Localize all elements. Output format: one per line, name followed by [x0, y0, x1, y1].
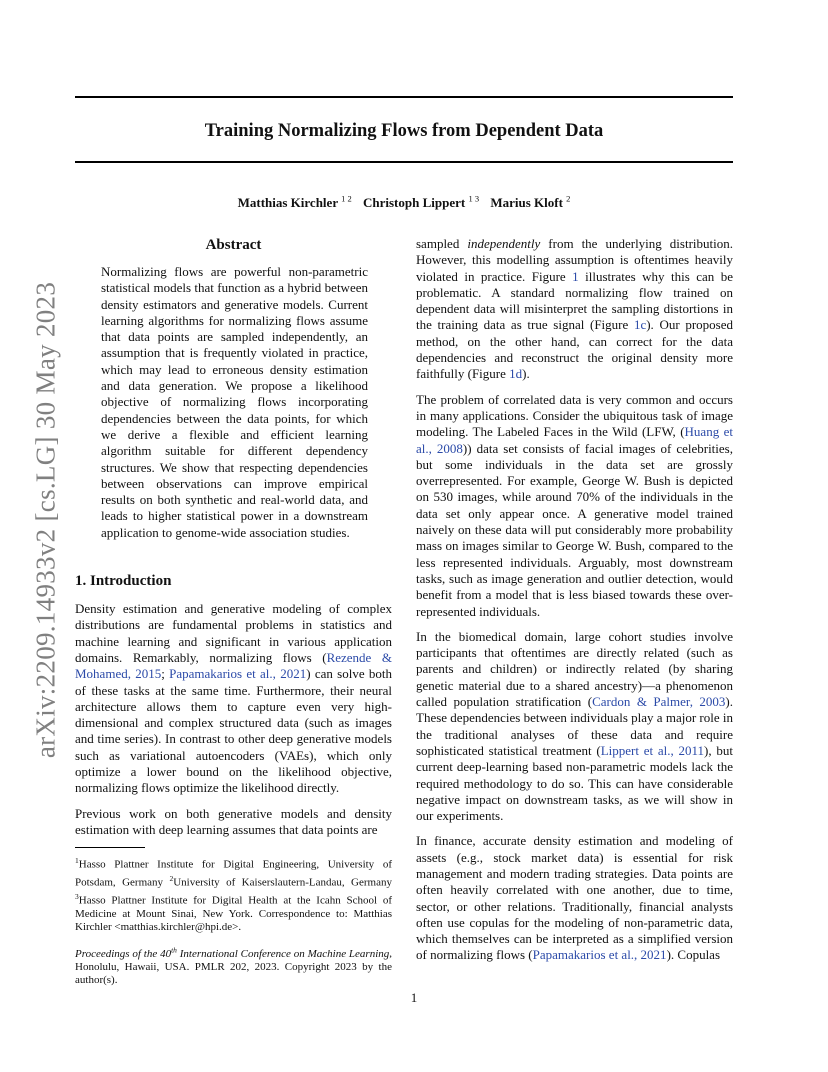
- paragraph: In the biomedical domain, large cohort studies involve participants that oftentimes are directly related (such as parents and children) or indirectly related (by sharing genetic material due to a shared ancestry)—a phenomenon called population stratification (Cardon & Palmer, 2003). These dependencies between individuals play a major role in the traditional analyses of these data and require sophisticated statistical treatment (Lippert et al., 2011), but current deep-learning based non-parametric models lack the required methodology to do so. This can have considerable negative impact on downstream tasks, as we will show in our experiments.: [416, 628, 734, 824]
- citation-link[interactable]: Papamakarios et al., 2021: [532, 947, 667, 963]
- citation-link[interactable]: Huang et al., 2008: [416, 424, 733, 456]
- author-affiliation-marker: 2: [566, 194, 571, 204]
- paragraph: Density estimation and generative modeling of complex distributions are fundamental problems in statistics and machine learning and significant in various application domains. Remarkably, normalizing flows (Rezende & Mohamed, 2015; Papamakarios et al., 2021) can solve both of these tasks at the same time. Furthermore, their neural architecture allows them to capture even very high-dimensional and complex structured data (such as images and time series). In contrast to other deep generative models such as variational autoencoders (VAEs), which only optimize a lower bound on the likelihood objective, normalizing flows optimize the likelihood directly.: [75, 601, 392, 796]
- citation-link[interactable]: Cardon & Palmer, 2003: [592, 694, 726, 710]
- author-affiliation-marker: 1 3: [468, 194, 480, 204]
- figure-ref-link[interactable]: 1: [572, 268, 579, 284]
- paragraph: sampled independently from the underlying distribution. However, this modelling assumption is oftentimes heavily violated in practice. Figure 1 illustrates why this can be problematic. A standard normalizing flow trained on dependent data will misinterpret the sampling distortions in the training data as true signal (Figure 1c). Our proposed method, on the other hand, can correct for the data dependencies and reconstruct the original density more faithfully (Figure 1d).: [416, 236, 734, 382]
- author-name: Marius Kloft: [490, 195, 563, 211]
- author: [363, 195, 479, 210]
- page-number: 1: [410, 990, 418, 1005]
- author-name: Matthias Kirchler: [237, 195, 338, 211]
- title-bottom-rule: [75, 161, 733, 163]
- abstract-body: [101, 264, 368, 541]
- author: [238, 195, 352, 210]
- right-column: [416, 236, 733, 973]
- paper-title: Training Normalizing Flows from Dependent Data: [204, 121, 604, 141]
- footnote-separator: [75, 847, 145, 848]
- figure-ref-link[interactable]: 1c: [633, 317, 647, 333]
- left-column: [75, 236, 392, 996]
- arxiv-stamp: arXiv:2209.14933v2 [cs.LG] 30 May 2023: [30, 281, 61, 759]
- paragraph: The problem of correlated data is very common and occurs in many applications. Consider the ubiquitous task of image modeling. The Labeled Faces in the Wild (LFW, (Huang et al., 2008)) data set consists of facial images of celebrities, but some individuals in the data set are grossly overrepresented. For example, George W. Bush is depicted on 530 images, while around 70% of the individuals in the data set only appear once. A generative model trained naively on these data will put considerably more probability mass on images similar to George W. Bush, compared to the less represented individuals. Arguably, most downstream tasks, such as image generation and outlier detection, would benefit from a model that is less biased towards these over-represented individuals.: [416, 391, 733, 619]
- abstract-text: Normalizing flows are powerful non-parametric statistical models that function as a hybrid between density estimators and generative models. Current learning algorithms for normalizing flows assume that data points are sampled independently, an assumption that is frequently violated in practice, which may lead to erroneous density estimation and data generation. We propose a likelihood objective of normalizing flows incorporating dependencies between the data points, for which we derive a flexible and efficient learning algorithm suitable for different dependency structures. We show that respecting dependencies between observations can improve empirical results on both synthetic and real-world data, and leads to higher statistical power in a downstream application to genome-wide association studies.: [101, 264, 368, 540]
- author-name: Christoph Lippert: [362, 195, 466, 211]
- paragraph: In finance, accurate density estimation and modeling of assets (e.g., stock market data) is essential for risk management and modern trading strategies. Data points are often heavily correlated with one another, due to time, sector, or other relations. Traditionally, financial analysts often use copulas for the modeling of non-parametric data, which themselves can be interpreted as a simplified version of normalizing flows (Papamakarios et al., 2021). Copulas: [416, 833, 733, 963]
- citation-link[interactable]: Lippert et al., 2011: [600, 742, 705, 758]
- figure-ref-link[interactable]: 1d: [509, 366, 523, 382]
- author: [490, 195, 570, 210]
- section-heading-introduction: 1. Introduction: [75, 573, 172, 590]
- top-rule: [75, 96, 733, 98]
- author-affiliation-marker: 1 2: [341, 194, 352, 204]
- abstract-heading: Abstract: [205, 237, 262, 253]
- citation-link[interactable]: Papamakarios et al., 2021: [169, 666, 307, 682]
- paragraph: Previous work on both generative models and density estimation with deep learning assumes that data points are: [75, 805, 392, 837]
- author-list: [75, 190, 733, 212]
- affiliation-footnote: $^1$Hasso Plattner Institute for Digital Engineering, University of Potsdam, Germany $^2$University of Kaiserslautern-Landau, Germany $^3$Hasso Plattner Institute for Digital Health at the Icahn School of Medicine at Mount Sinai, New York. Correspondence to: Matthias Kirchler <matthias.kirchler@hpi.de>.: [75, 856, 392, 933]
- proceedings-footnote: Proceedings of the 40th International Conference on Machine Learning, Honolulu, Hawaii, USA. PMLR 202, 2023. Copyright 2023 by the author(s).: [75, 945, 392, 987]
- citation-link[interactable]: Rezende & Mohamed, 2015: [75, 649, 392, 682]
